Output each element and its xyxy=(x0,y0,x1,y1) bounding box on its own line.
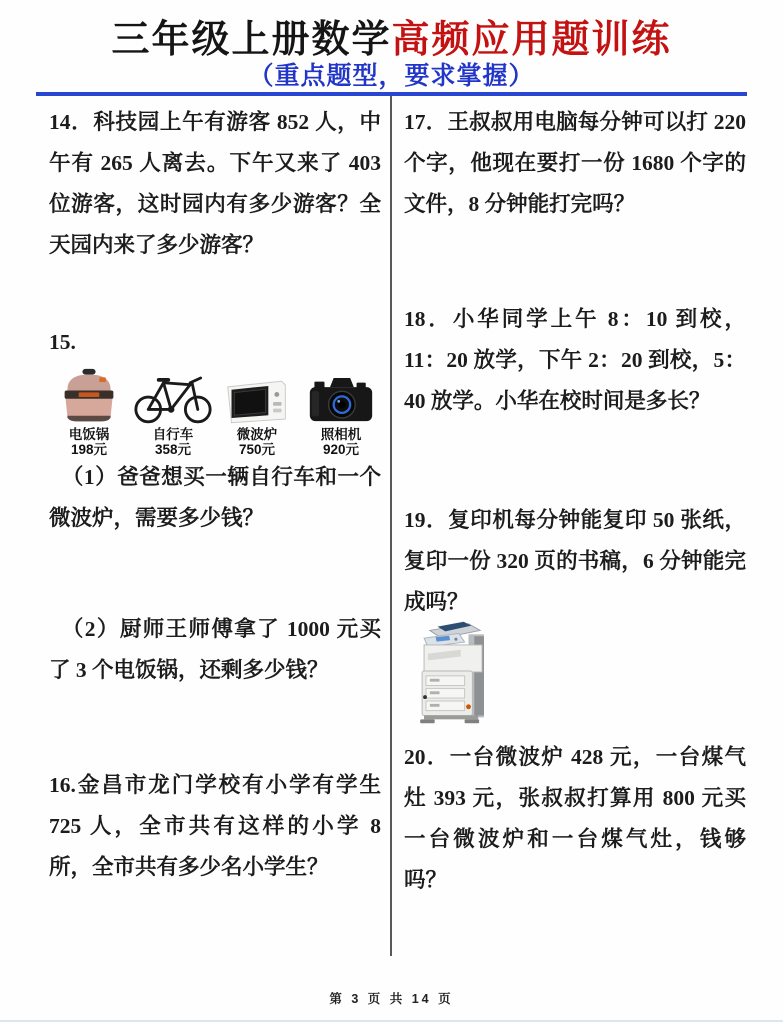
problem-19: 19．复印机每分钟能复印 50 张纸，复印一份 320 页的书稿，6 分钟能完成吗？ xyxy=(404,508,746,614)
product-price: 920元 xyxy=(322,442,360,457)
problem-15-q2: （2）厨师王师傅拿了 1000 元买了 3 个电饭锅，还剩多少钱？ xyxy=(49,617,381,682)
product-bicycle xyxy=(133,365,213,455)
problem-16: 16.金昌市龙门学校有小学有学生 725 人，全市共有这样的小学 8 所，全市共有多少名小学生？ xyxy=(49,773,381,879)
product-rice-cooker xyxy=(49,365,129,455)
rice-cooker-image xyxy=(49,365,129,427)
problem-20: 20．一台微波炉 428 元，一台煤气灶 393 元，张叔叔打算用 800 元买一台微波炉和一台煤气灶，钱够吗？ xyxy=(404,745,746,892)
product-name: 照相机 xyxy=(320,427,362,442)
right-column xyxy=(404,96,746,901)
problem-14: 14．科技园上午有游客 852 人，中午有 265 人离去。下午又来了 403 位游客，这时园内有多少游客？全天园内来了多少游客？ xyxy=(49,110,381,257)
problem-17: 17．王叔叔用电脑每分钟可以打 220 个字，他现在要打一份 1680 个字的文件，8 分钟能打完吗？ xyxy=(404,110,746,216)
problem-15-products xyxy=(49,365,381,455)
product-microwave xyxy=(217,365,297,455)
product-price: 358元 xyxy=(154,442,192,457)
page-number: 第 3 页 共 14 页 xyxy=(329,992,454,1006)
page-title-black: 三年级上册数学 xyxy=(111,19,392,61)
product-name: 微波炉 xyxy=(236,427,278,442)
problem-15-q1: （1）爸爸想买一辆自行车和一个微波炉，需要多少钱？ xyxy=(49,465,381,530)
product-price: 198元 xyxy=(70,442,108,457)
problem-15-label: 15. xyxy=(49,330,76,354)
column-divider xyxy=(390,96,392,956)
microwave-image xyxy=(217,365,297,427)
product-name: 自行车 xyxy=(152,427,194,442)
page-title xyxy=(0,8,783,63)
bicycle-image xyxy=(133,365,213,427)
page-title-red: 高频应用题训练 xyxy=(391,19,672,61)
copier-image xyxy=(404,615,746,731)
page-subtitle: （重点题型，要求掌握） xyxy=(248,63,535,90)
left-column xyxy=(49,96,381,888)
product-name: 电饭锅 xyxy=(68,427,110,442)
product-price: 750元 xyxy=(238,442,276,457)
bottom-border xyxy=(0,1020,783,1022)
product-camera xyxy=(301,365,381,455)
camera-image xyxy=(301,365,381,427)
problem-18: 18．小华同学上午 8：10 到校，11：20 放学，下午 2：20 到校，5：40 放学。小华在校时间是多长？ xyxy=(404,307,746,413)
